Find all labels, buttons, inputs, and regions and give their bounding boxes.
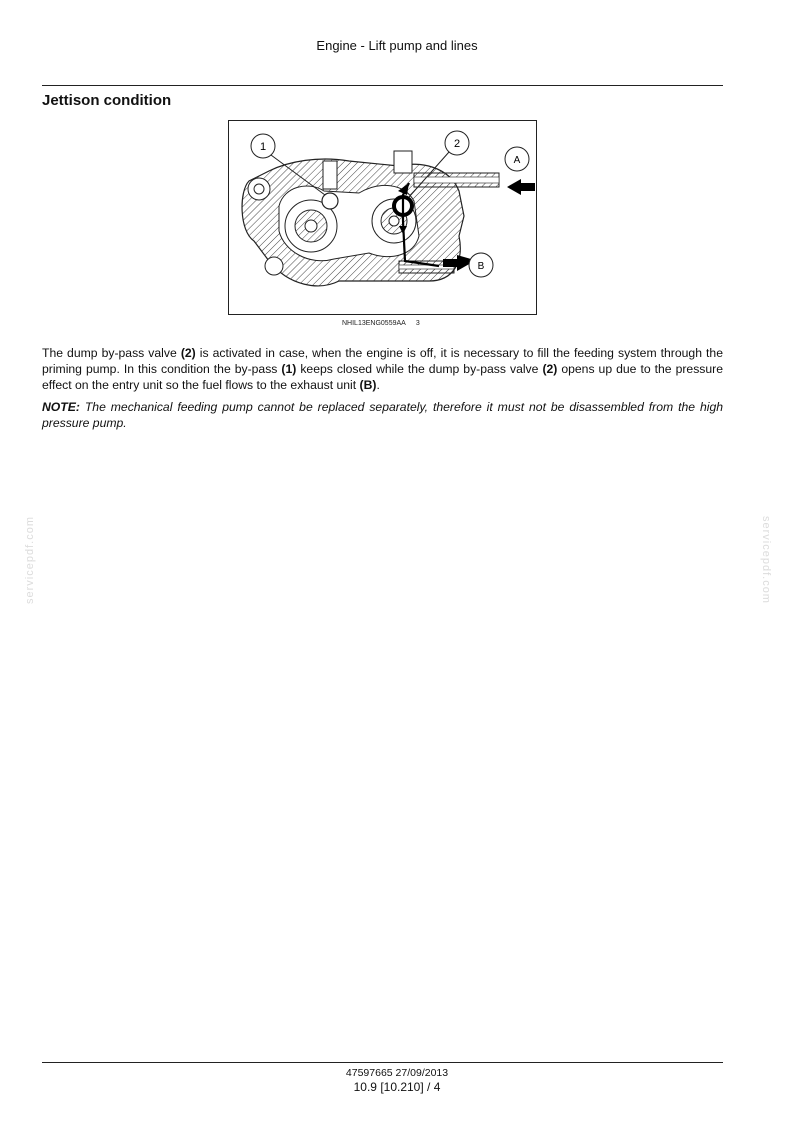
mount-hole-icon xyxy=(265,257,283,275)
flow-label-a: A xyxy=(513,155,521,166)
footer-doc-ref: 47597665 27/09/2013 xyxy=(345,1067,449,1079)
note-label: NOTE: xyxy=(42,400,80,414)
ref-2: (2) xyxy=(542,362,558,376)
footer-divider xyxy=(42,1062,723,1063)
pump-diagram-figure xyxy=(228,120,537,315)
note-paragraph xyxy=(42,399,723,431)
body-paragraph xyxy=(42,345,723,393)
ref-1: (1) xyxy=(281,362,297,376)
page-header-title: Engine - Lift pump and lines xyxy=(316,38,478,53)
ref-2: (2) xyxy=(180,346,196,360)
arrow-in-icon xyxy=(507,179,535,195)
body-text: The dump by-pass valve xyxy=(42,346,181,360)
figure-code: NHIL13ENG0559AA xyxy=(342,320,406,327)
figure-caption xyxy=(342,320,420,327)
body-text: keeps closed while the dump by-pass valve xyxy=(296,362,543,376)
figure-number: 3 xyxy=(415,320,420,327)
body-text: . xyxy=(376,378,380,392)
watermark-right: servicepdf.com xyxy=(760,516,772,604)
header-divider xyxy=(42,85,723,86)
note-text: The mechanical feeding pump cannot be replaced separately, therefore it must not be disassembled from the high pressure pump. xyxy=(42,400,723,430)
section-title: Jettison condition xyxy=(42,92,172,109)
ref-b: (B) xyxy=(359,378,377,392)
callout-1: 1 xyxy=(259,141,267,153)
bypass-valve-1-icon xyxy=(322,193,338,209)
pump-diagram xyxy=(229,121,537,315)
mount-hole-icon xyxy=(254,184,264,194)
callout-2: 2 xyxy=(453,138,461,150)
body-text: is activated in case, when the engine is off, it is necessary to fill the feeding system through the priming pump. In this condition the by-pass xyxy=(42,346,723,376)
watermark-left: servicepdf.com xyxy=(24,516,36,604)
body-text: opens up due to the pressure effect on the entry unit so the fuel flows to the exhaust unit xyxy=(42,362,723,392)
flow-label-b: B xyxy=(477,261,485,272)
footer-page-ref: 10.9 [10.210] / 4 xyxy=(353,1080,441,1094)
